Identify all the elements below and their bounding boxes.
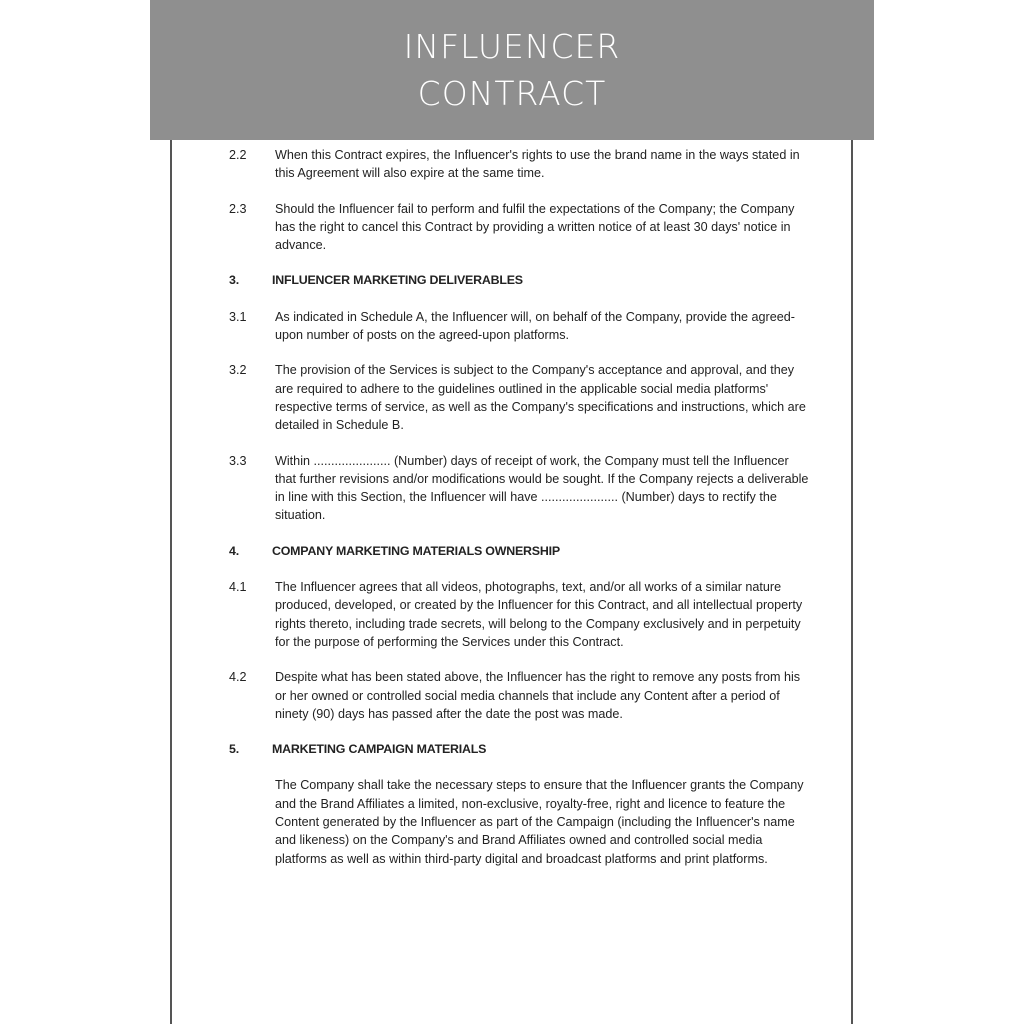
clause-text: Should the Influencer fail to perform and fulfil the expectations of the Company; the Company has the right to cancel this Contract by providing a written notice of at least 30 days' notice in advance. <box>275 201 795 253</box>
clause-number: 3.2 <box>229 363 247 378</box>
clause-number: 3.3 <box>229 453 247 468</box>
section-heading-4 <box>229 542 809 560</box>
clause-text: As indicated in Schedule A, the Influencer will, on behalf of the Company, provide the agreed-upon number of posts on the agreed-upon platforms. <box>275 309 795 343</box>
section-number: 3. <box>229 273 239 288</box>
section-heading-3 <box>229 271 809 289</box>
clause-text: Within ...................... (Number) days of receipt of work, the Company must tell the Influencer that further revisions and/or modifications would be sought. If the Company rejects a deliverable in line with this Section, the Influencer will have ...................... (Number) days to rectify the situation. <box>275 453 809 523</box>
clause-number: 3.1 <box>229 309 247 324</box>
clause-4-1 <box>229 578 809 651</box>
clause-2-2 <box>229 146 809 183</box>
title-line-2: CONTRACT <box>417 74 607 113</box>
clause-number: 2.2 <box>229 148 247 162</box>
clause-number: 4.1 <box>229 580 247 595</box>
section-number: 4. <box>229 543 239 558</box>
clause-text: The provision of the Services is subject to the Company's acceptance and approval, and they are required to adhere to the guidelines outlined in the applicable social media platforms' respective terms of service, as well as the Company's specifications and instructions, which are detailed in Schedule B. <box>275 363 806 433</box>
section-heading-5 <box>229 740 809 758</box>
title-banner <box>150 0 874 140</box>
title-line-1: INFLUENCER <box>403 27 621 66</box>
section-title: INFLUENCER MARKETING DELIVERABLES <box>272 273 523 288</box>
clause-3-3 <box>229 452 809 525</box>
clause-4-2 <box>229 668 809 723</box>
section-title: MARKETING CAMPAIGN MATERIALS <box>272 742 487 757</box>
section-5-paragraph: The Company shall take the necessary steps to ensure that the Influencer grants the Company and the Brand Affiliates a limited, non-exclusive, royalty-free, right and licence to feature the Content generated by the Influencer as part of the Campaign (including the Influencer's name and likeness) on the Company's and Brand Affiliates owned and controlled social media platforms as well as within third-party digital and broadcast platforms and print platforms. <box>275 778 804 866</box>
clause-text: When this Contract expires, the Influencer's rights to use the brand name in the ways stated in this Agreement will also expire at the same time. <box>275 148 800 181</box>
section-number: 5. <box>229 742 239 757</box>
clause-3-1 <box>229 308 809 345</box>
clause-number: 4.2 <box>229 670 247 685</box>
clause-number: 2.3 <box>229 201 247 216</box>
section-title: COMPANY MARKETING MATERIALS OWNERSHIP <box>272 543 560 558</box>
clause-text: The Influencer agrees that all videos, photographs, text, and/or all works of a similar nature produced, developed, or created by the Influencer for this Contract, and all intellectual property rights thereto, including trade secrets, will belong to the Company exclusively and in perpetuity for the purpose of performing the Services under this Contract. <box>275 580 803 649</box>
clause-text: Despite what has been stated above, the Influencer has the right to remove any posts from his or her owned or controlled social media channels that include any Content after a period of ninety (90) days has passed after the date the post was made. <box>275 670 801 721</box>
clause-2-3 <box>229 200 809 255</box>
document-body <box>229 146 809 868</box>
clause-3-2 <box>229 361 809 434</box>
